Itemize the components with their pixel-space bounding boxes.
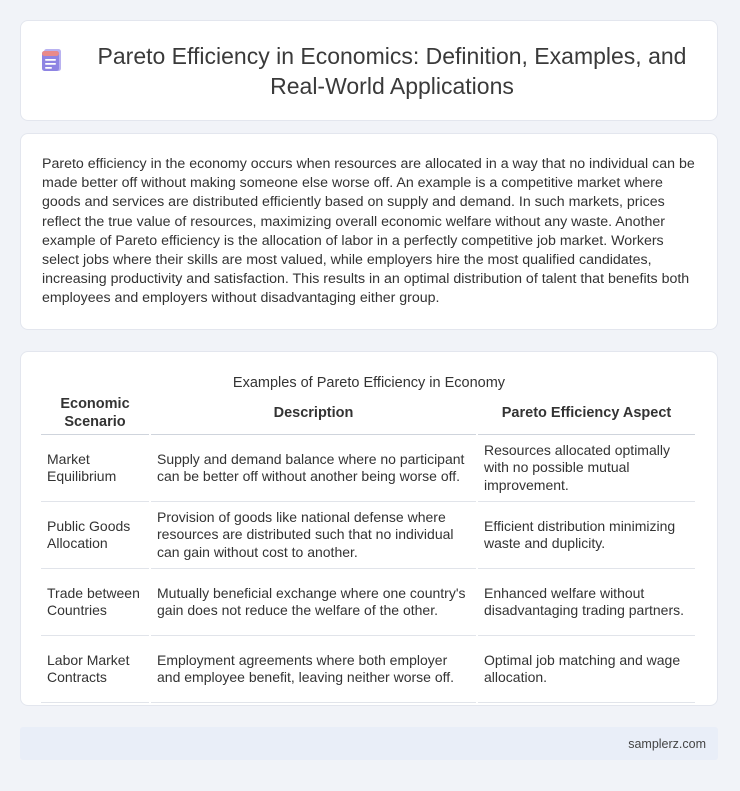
cell-description: Employment agreements where both employer and employee benefit, leaving neither worse off. <box>151 636 476 703</box>
cell-description: Mutually beneficial exchange where one country's gain does not reduce the welfare of the other. <box>151 569 476 636</box>
document-icon <box>39 47 65 73</box>
title-card <box>20 20 718 121</box>
table-row <box>41 636 695 703</box>
cell-aspect: Optimal job matching and wage allocation. <box>478 636 695 703</box>
cell-scenario: Trade between Countries <box>41 569 149 636</box>
table-row <box>41 569 695 636</box>
cell-aspect: Efficient distribution minimizing waste and duplicity. <box>478 502 695 569</box>
cell-scenario: Market Equilibrium <box>41 435 149 502</box>
cell-scenario: Labor Market Contracts <box>41 636 149 703</box>
table-row <box>41 502 695 569</box>
footer-bar <box>20 727 718 760</box>
intro-card <box>20 133 718 330</box>
table-header-row <box>41 392 695 435</box>
column-header-scenario: Economic Scenario <box>41 392 149 435</box>
table-row <box>41 435 695 502</box>
footer-site-link[interactable]: samplerz.com <box>628 736 706 751</box>
intro-paragraph: Pareto efficiency in the economy occurs when resources are allocated in a way that no individual can be made better off without making someone else worse off. An example is a competitive market where goods and services are distributed efficiently based on supply and demand. In such markets, prices reflect the true value of resources, maximizing overall economic welfare without any waste. Another example of Pareto efficiency is the allocation of labor in a perfectly competitive job market. Workers select jobs where their skills are most valued, while employers hire the most qualified candidates, increasing productivity and satisfaction. This results in an optimal distribution of talent that benefits both employees and employers without disadvantaging either group. <box>42 156 695 307</box>
table-caption: Examples of Pareto Efficiency in Economy <box>232 375 506 391</box>
cell-scenario: Public Goods Allocation <box>41 502 149 569</box>
examples-table <box>39 392 697 703</box>
cell-description: Supply and demand balance where no participant can be better off without another being worse off. <box>151 435 476 502</box>
table-card <box>20 351 718 706</box>
cell-aspect: Enhanced welfare without disadvantaging trading partners. <box>478 569 695 636</box>
column-header-aspect: Pareto Efficiency Aspect <box>478 392 695 435</box>
cell-aspect: Resources allocated optimally with no possible mutual improvement. <box>478 435 695 502</box>
cell-description: Provision of goods like national defense where resources are distributed such that no individual can gain without cost to another. <box>151 502 476 569</box>
page-title: Pareto Efficiency in Economics: Definition, Examples, and Real-World Applications <box>97 42 687 99</box>
column-header-description: Description <box>151 392 476 435</box>
